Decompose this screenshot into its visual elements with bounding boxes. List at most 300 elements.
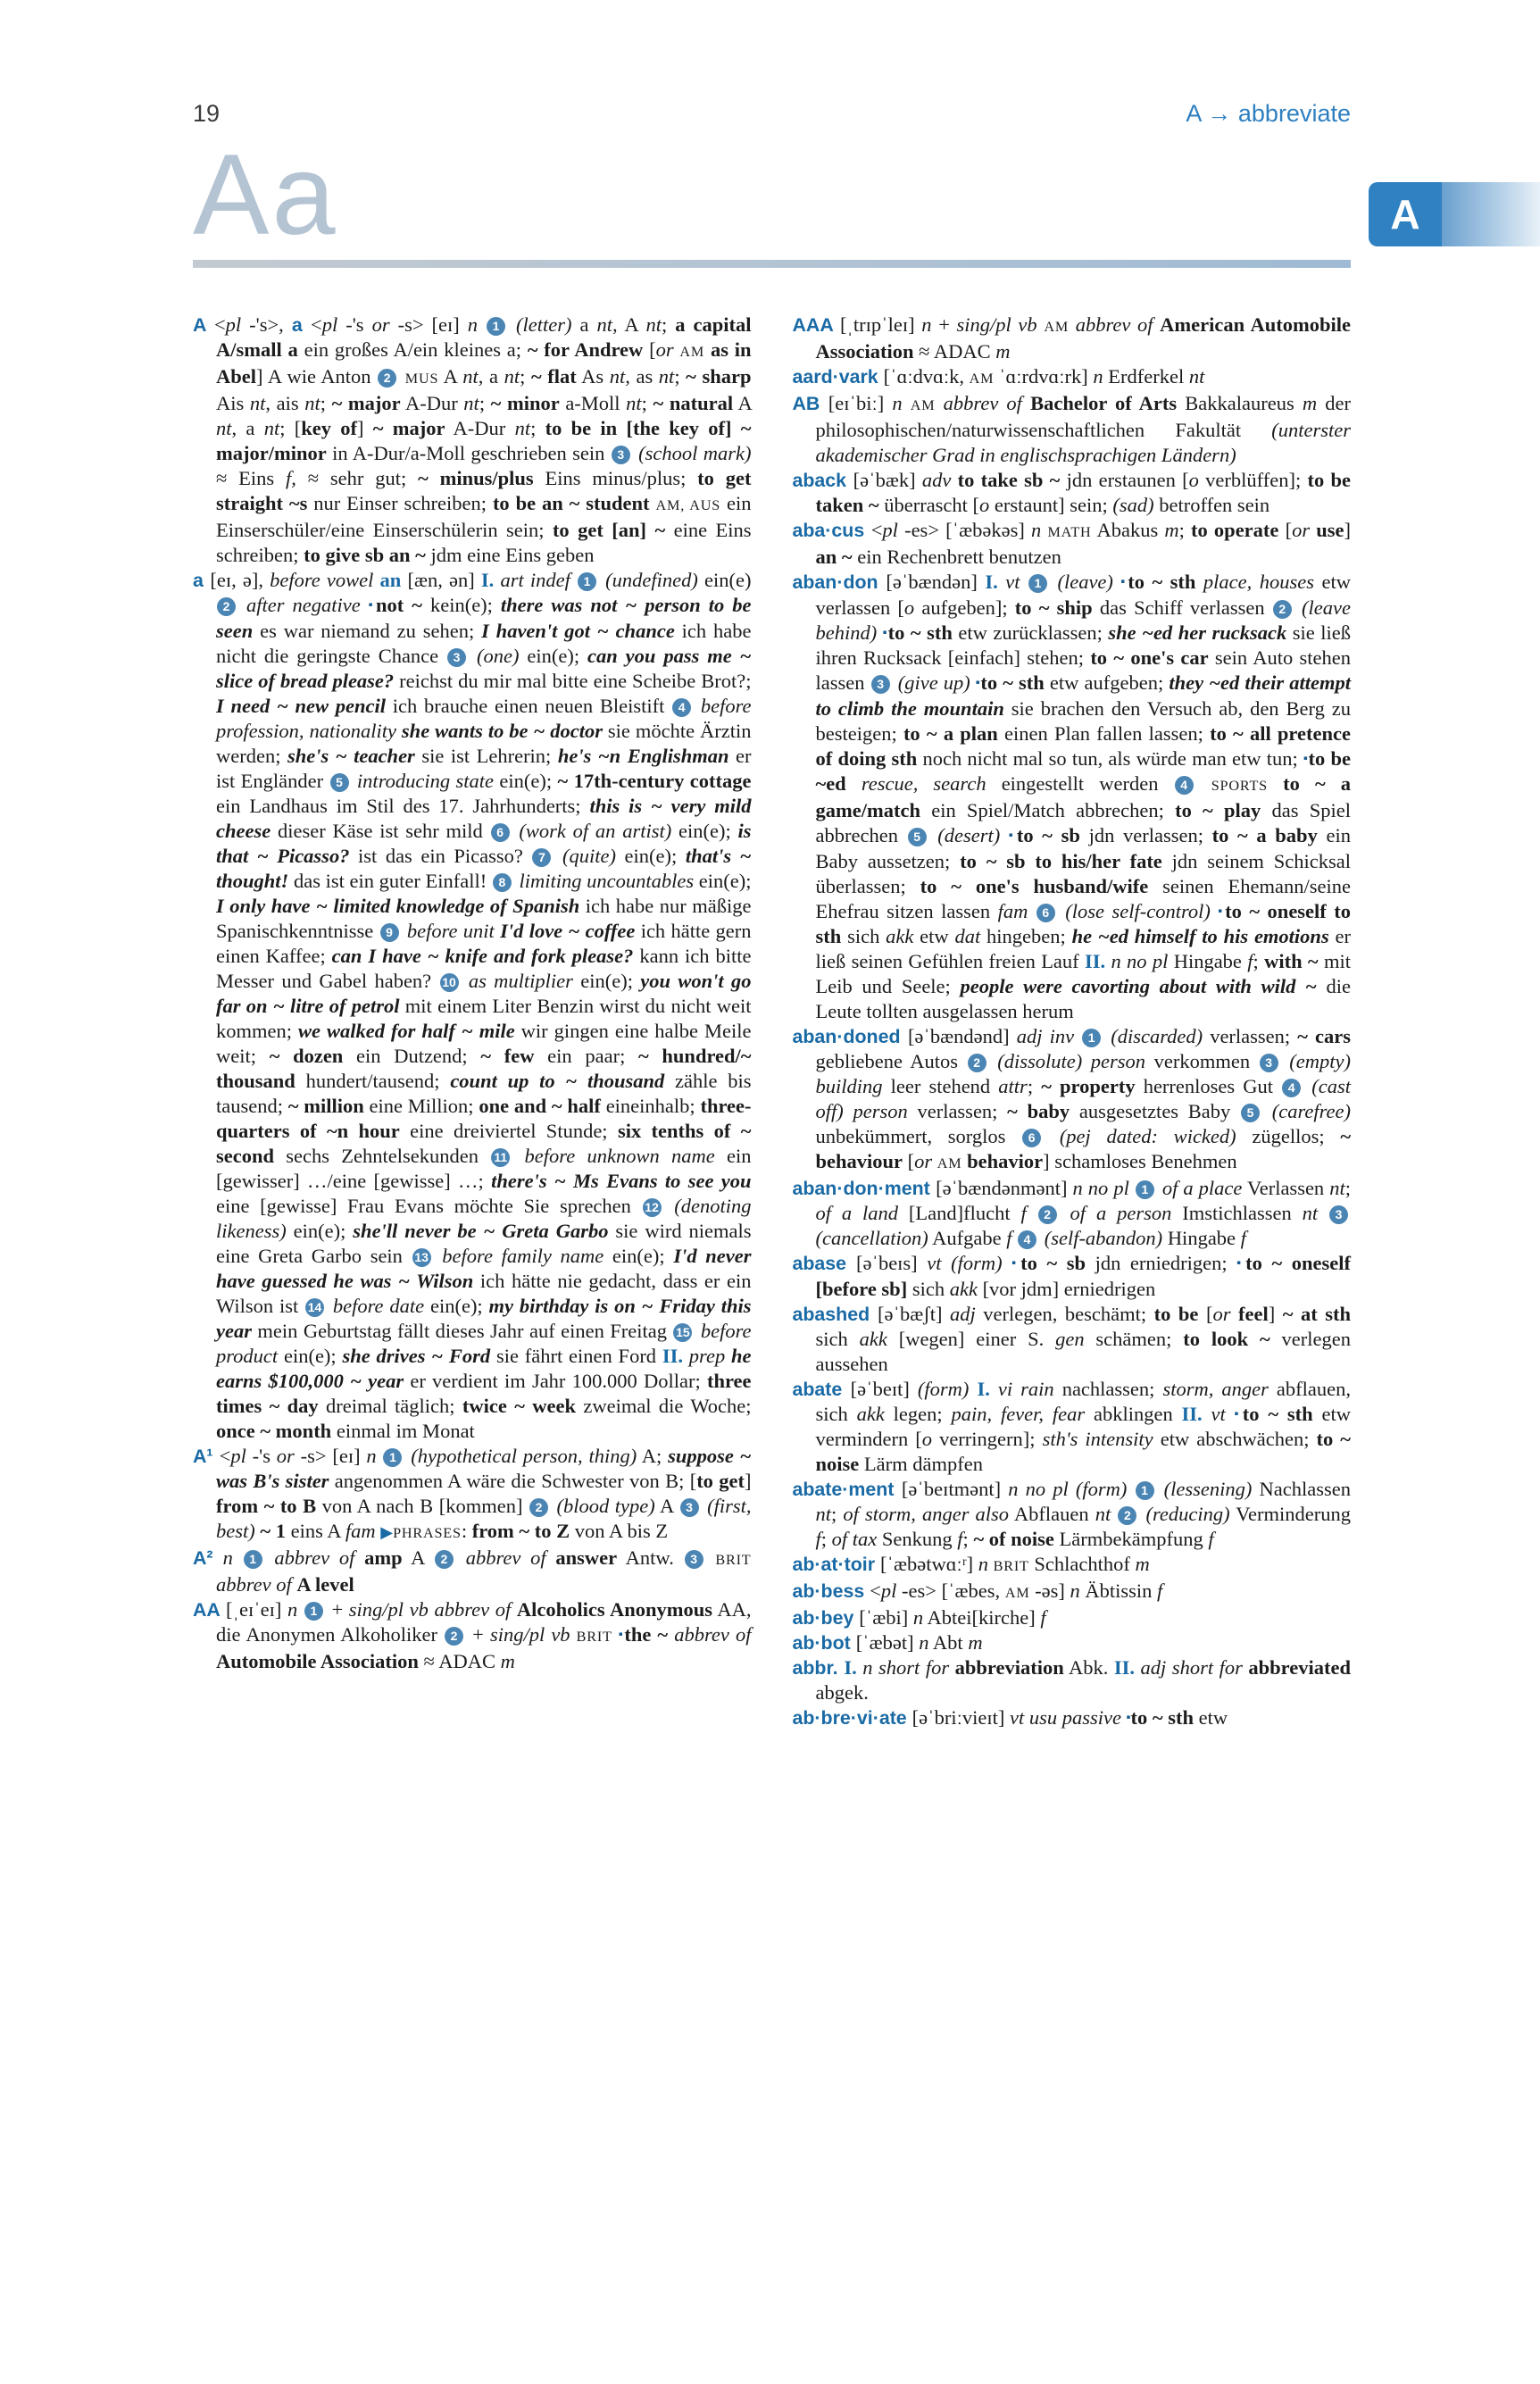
- grammar-label: fam: [997, 899, 1036, 922]
- text-run: sie möchte Ärztin werden;: [216, 719, 752, 767]
- text-run: Nachlassen: [1252, 1478, 1351, 1501]
- text-run: seinen Ehemann/seine Ehefrau sitzen lassen: [815, 874, 1351, 922]
- grammar-label: (undefined): [599, 569, 698, 591]
- example: we walked for half ~ mile: [297, 1019, 515, 1042]
- grammar-label: before family name: [433, 1244, 604, 1267]
- collocation: to be taken ~: [815, 469, 1351, 516]
- region-label: BRIT: [993, 1558, 1029, 1575]
- text-run: ein Dutzend;: [343, 1044, 481, 1067]
- grammar-label: nt: [645, 313, 662, 336]
- text-run: sich: [841, 925, 887, 948]
- grammar-label: adj inv: [1016, 1025, 1082, 1048]
- grammar-label: (sad): [1112, 494, 1154, 516]
- grammar-label: o: [921, 1428, 933, 1451]
- text-run: überrascht [: [878, 494, 980, 516]
- headword: a: [193, 570, 211, 591]
- text-run: -es> [ˈæbəkəs]: [897, 519, 1032, 541]
- example: I need ~ new pencil: [216, 694, 387, 717]
- collocation: ~ natural: [653, 392, 734, 414]
- grammar-label: prep: [688, 1344, 731, 1367]
- collocation: ~ major: [372, 417, 445, 439]
- headword: aback: [792, 470, 853, 491]
- headword: abase: [792, 1253, 856, 1275]
- text-run: [399, 365, 405, 388]
- grammar-label: m: [1135, 1553, 1150, 1576]
- text-run: ein großes A/ein kleines a;: [297, 338, 528, 361]
- text-run: [1230, 1303, 1238, 1325]
- text-run: ein paar;: [534, 1044, 639, 1067]
- text-run: von A nach B [kommen]: [316, 1494, 529, 1517]
- text-run: verlegen, beschämt;: [975, 1302, 1154, 1325]
- grammar-label: n: [1031, 519, 1048, 541]
- grammar-label: (cast off) person: [815, 1075, 1351, 1123]
- grammar-label: sing/pl vb: [489, 1622, 577, 1646]
- text-run: Ais: [216, 392, 250, 414]
- grammar-label: vt: [1211, 1402, 1235, 1425]
- collocation: A level: [296, 1572, 354, 1596]
- right-column: [793, 313, 1352, 1731]
- collocation: ~ minus/plus: [418, 467, 534, 489]
- collocation: American Automobile Association: [815, 313, 1351, 363]
- entry-A-1: [193, 1444, 752, 1546]
- text-run: abgek.: [815, 1681, 869, 1705]
- text-run: [Land]flucht: [898, 1202, 1021, 1225]
- text-run: jdn seinem Schicksal überlassen;: [815, 849, 1351, 897]
- grammar-label: or: [1212, 1302, 1231, 1325]
- collocation: to be: [1153, 1302, 1199, 1325]
- sense-number-badge: 2: [378, 369, 396, 388]
- grammar-label: nt: [1329, 1177, 1345, 1200]
- text-run: reichst du mir mal bitte eine Scheibe Brot?;: [394, 669, 752, 692]
- text-run: mit einem Liter Benzin wirst du nicht weit kommen;: [216, 994, 752, 1042]
- sense-number-badge: 1: [244, 1550, 262, 1569]
- entry-A-letter: [193, 313, 752, 568]
- sense-number-badge: 3: [447, 648, 466, 667]
- text-run: A-Dur: [445, 417, 515, 439]
- collocation: three-quarters of ~n hour: [216, 1094, 752, 1142]
- collocation: to ~ sth: [1242, 1402, 1313, 1425]
- text-run: es war niemand zu sehen;: [253, 619, 482, 642]
- text-run: schämen;: [1084, 1327, 1184, 1350]
- text-run: eingestellt werden: [986, 772, 1174, 796]
- grammar-label: (carefree): [1262, 1100, 1352, 1123]
- text-run: [əˈbændənmənt]: [936, 1177, 1073, 1200]
- collocation: to ~ oneself [before sb]: [815, 1252, 1351, 1300]
- sense-number-badge: 8: [493, 873, 512, 892]
- headword: aban·don·ment: [792, 1178, 936, 1200]
- example: he's ~n Englishman: [557, 744, 729, 767]
- sense-number-badge: 11: [491, 1148, 510, 1167]
- text-run: ein(e);: [572, 969, 641, 992]
- grammar-label: pl: [880, 1580, 897, 1603]
- collocation: from ~ to Z: [471, 1519, 570, 1542]
- page-number: 19: [193, 100, 221, 127]
- entry-AB: [793, 391, 1352, 468]
- grammar-label: of storm, anger also: [843, 1503, 1010, 1526]
- headword: A: [193, 314, 214, 336]
- sense-number-badge: 1: [383, 1448, 402, 1467]
- example: he ~ed himself to his emotions: [1071, 925, 1329, 948]
- grammar-label: o: [903, 596, 915, 619]
- text-run: wir gingen eine halbe Meile weit;: [216, 1019, 752, 1067]
- text-run: A: [654, 1494, 679, 1517]
- region-label: AM: [910, 397, 936, 413]
- text-run: etw vermindern [: [815, 1402, 1351, 1451]
- collocation: to ~ sb: [1016, 824, 1080, 847]
- text-run: Schlachthof: [1028, 1553, 1136, 1576]
- text-run: ;: [1178, 519, 1192, 541]
- text-run: [əˈbæʃt]: [878, 1302, 950, 1325]
- grammar-label: of a land: [815, 1202, 899, 1225]
- region-label: BRIT: [576, 1628, 612, 1645]
- text-run: ;: [641, 392, 653, 414]
- entry-abatement: [793, 1477, 1352, 1552]
- text-run: -'s: [246, 1444, 277, 1467]
- entry-abate: [793, 1377, 1352, 1478]
- grammar-label: (letter): [508, 313, 572, 336]
- sense-number-badge: 3: [685, 1550, 703, 1569]
- entry-abandon: [793, 570, 1352, 1024]
- grammar-label: before vowel: [270, 569, 380, 591]
- collocation: to ~ sth: [1130, 1706, 1194, 1730]
- grammar-label: f: [1157, 1580, 1163, 1603]
- text-run: [: [903, 1150, 915, 1173]
- text-columns: [193, 313, 1351, 1731]
- collocation-marker-icon: ▪: [1303, 752, 1309, 766]
- collocation: ~ for Andrew: [527, 338, 644, 361]
- text-run: eine Million;: [363, 1094, 479, 1117]
- text-run: Verlassen: [1242, 1177, 1330, 1200]
- sense-number-badge: 2: [217, 597, 236, 616]
- collocation: ~ 17th-century cottage: [557, 769, 752, 792]
- grammar-label: or: [371, 313, 390, 336]
- text-run: [əˈbændənd]: [907, 1025, 1017, 1048]
- grammar-label: n: [919, 1631, 929, 1655]
- grammar-label: akk: [859, 1327, 887, 1350]
- text-run: ein(e);: [494, 769, 558, 792]
- collocation: the ~: [624, 1622, 675, 1646]
- text-run: ≈ sehr gut;: [296, 467, 419, 489]
- grammar-label: nt: [626, 392, 642, 414]
- grammar-label: nt: [462, 365, 479, 388]
- grammar-label: f: [957, 1528, 963, 1551]
- text-run: ]: [357, 417, 373, 439]
- text-run: aufgeben];: [914, 596, 1015, 619]
- text-run: [1111, 1503, 1117, 1525]
- text-run: sich: [815, 1327, 860, 1350]
- text-run: ein [gewisser] …/eine [gewisse] …;: [216, 1144, 752, 1192]
- text-run: sie wird niemals eine Greta Garbo sein: [216, 1219, 752, 1267]
- collocation-marker-icon: ▪: [1008, 829, 1017, 843]
- collocation-marker-icon: ▪: [618, 1628, 625, 1642]
- text-run: As: [576, 365, 610, 388]
- grammar-label: n: [978, 1553, 994, 1576]
- text-run: gebliebene Autos: [815, 1050, 967, 1073]
- text-run: ein(e);: [694, 869, 752, 892]
- text-run: jdm eine Eins geben: [425, 544, 595, 566]
- entry-AAA: [793, 313, 1352, 364]
- grammar-label: (school mark): [632, 442, 752, 464]
- thumb-tab-fade: [1442, 182, 1540, 246]
- entry-abandonment: [793, 1176, 1352, 1251]
- grammar-label: n: [892, 392, 911, 414]
- collocation: answer: [555, 1546, 618, 1569]
- collocation: to ~ a game/match: [815, 772, 1352, 822]
- text-run: Hingabe: [1162, 1227, 1241, 1250]
- text-run: etw zurücklassen;: [952, 621, 1109, 644]
- collocation: three times ~ day: [216, 1369, 752, 1417]
- text-run: :: [461, 1519, 472, 1542]
- grammar-label: (discarded): [1103, 1025, 1203, 1048]
- collocation: abbreviation: [954, 1656, 1064, 1680]
- phrases-arrow-icon: ▶: [380, 1522, 394, 1541]
- text-run: herrenloses Gut: [1135, 1075, 1282, 1098]
- text-run: [əˈbæk]: [853, 469, 922, 491]
- text-run: ;: [520, 365, 531, 388]
- structure-label: an: [379, 569, 408, 591]
- collocation: with ~: [1264, 950, 1319, 973]
- text-run: [1268, 772, 1283, 795]
- grammar-label: (self-abandon): [1039, 1227, 1163, 1250]
- collocation: ~ at sth: [1282, 1302, 1352, 1325]
- grammar-label: after negative: [238, 594, 369, 616]
- text-run: [1318, 1202, 1328, 1224]
- grammar-label: nt: [514, 417, 531, 439]
- sense-number-badge: 6: [1022, 1129, 1041, 1147]
- text-run: verlassen;: [907, 1100, 1008, 1123]
- collocation-marker-icon: ▪: [1218, 904, 1226, 919]
- sense-number-badge: 3: [871, 675, 890, 694]
- text-run: er ist Engländer: [216, 744, 752, 792]
- headword: aban·doned: [792, 1026, 908, 1048]
- text-run: Verminderung: [1229, 1503, 1352, 1526]
- text-run: ]: [744, 1469, 752, 1492]
- example: suppose ~ was B's sister: [216, 1444, 752, 1492]
- sense-number-badge: 2: [435, 1550, 454, 1569]
- example: I'd love ~ coffee: [500, 919, 636, 942]
- text-run: A: [733, 392, 752, 414]
- grammar-label: place, houses: [1203, 571, 1314, 593]
- sense-number-badge: 4: [1175, 776, 1194, 795]
- text-run: [612, 1623, 619, 1646]
- text-run: Aufgabe: [928, 1227, 1007, 1250]
- grammar-label: (give up): [892, 671, 976, 695]
- grammar-label: (form): [917, 1377, 978, 1400]
- text-run: [əˈbriːvieɪt]: [912, 1706, 1010, 1730]
- collocation: to be in [the key of] ~ major/minor: [216, 417, 752, 464]
- text-run: [936, 392, 944, 414]
- grammar-label: (leave): [1049, 571, 1121, 593]
- text-run: mit Leib und Seele;: [815, 950, 1351, 998]
- text-run: in A-Dur/a-Moll geschrieben sein: [326, 442, 611, 464]
- text-run: ein(e);: [519, 644, 588, 667]
- text-run: etw: [913, 925, 955, 948]
- text-run: Antw.: [617, 1546, 684, 1569]
- text-run: <: [870, 519, 883, 541]
- grammar-label: nt: [1095, 1503, 1111, 1526]
- text-run: [ˈæbətwɑːʳ]: [880, 1553, 978, 1576]
- collocation: ~ baby: [1007, 1100, 1070, 1123]
- text-run: ich hätte nie gedacht, dass er ein Wilson ist: [216, 1269, 752, 1317]
- sense-number-badge: 4: [1018, 1230, 1036, 1249]
- text-run: legen;: [884, 1402, 952, 1425]
- text-run: ;: [530, 417, 545, 439]
- structure-label: II.: [1113, 1656, 1141, 1680]
- text-run: A;: [637, 1444, 669, 1467]
- structure-label: I.: [844, 1656, 863, 1680]
- text-run: sechs Zehntelsekunden: [274, 1144, 491, 1167]
- collocation: to ~ ship: [1014, 596, 1093, 619]
- text-run: ˈɑːrdvɑːrk]: [994, 365, 1094, 388]
- text-run: [1027, 1202, 1037, 1224]
- grammar-label: akk: [886, 925, 914, 948]
- text-run: verringern];: [932, 1428, 1043, 1451]
- text-run: von A bis Z: [570, 1519, 669, 1542]
- example: people were cavorting about with wild ~: [960, 975, 1317, 998]
- entry-A-2: [193, 1546, 752, 1597]
- grammar-label: m: [1164, 519, 1179, 541]
- text-run: [vor jdm] erniedrigen: [977, 1277, 1156, 1300]
- grammar-label: n: [1093, 365, 1103, 388]
- sense-number-badge: 1: [1136, 1481, 1154, 1500]
- region-label: PHRASES: [393, 1524, 462, 1541]
- grammar-label: nt: [504, 365, 520, 388]
- text-run: die Leute tollten ausgelassen herum: [815, 975, 1351, 1023]
- text-run: [əˈbændən]: [886, 571, 986, 593]
- text-run: eins A: [285, 1519, 345, 1542]
- text-run: eine dreiviertel Stunde;: [399, 1119, 618, 1142]
- text-run: kein(e);: [421, 594, 501, 616]
- grammar-label: pl: [230, 1444, 246, 1467]
- collocation: to take sb ~: [957, 469, 1061, 491]
- entry-a-article: [193, 568, 752, 1444]
- entry-AA: [193, 1597, 752, 1674]
- collocation-marker-icon: ▪: [1126, 1711, 1131, 1725]
- sense-number-badge: 5: [330, 773, 349, 792]
- collocation: to ~ sb to his/her fate: [960, 849, 1162, 872]
- collocation: to get straight ~s: [216, 467, 752, 514]
- grammar-label: storm, anger: [1162, 1377, 1269, 1400]
- collocation: use: [1316, 519, 1344, 541]
- grammar-label: vi rain: [997, 1377, 1054, 1400]
- grammar-label: m: [968, 1631, 983, 1655]
- grammar-label: or: [914, 1150, 933, 1173]
- grammar-label: (pej dated: wicked): [1044, 1125, 1236, 1148]
- collocation: ~ minor: [490, 392, 560, 414]
- collocation: one and ~ half: [479, 1094, 601, 1117]
- region-label: AM: [679, 344, 705, 360]
- text-run: +: [931, 313, 957, 336]
- text-run: unbekümmert, sorglos: [815, 1125, 1022, 1148]
- sense-number-badge: 2: [1118, 1506, 1136, 1525]
- text-run: ein Baby aussetzen;: [815, 824, 1351, 872]
- collocation: to ~ one's husband/wife: [920, 874, 1149, 897]
- text-run: Bakkalaureus: [1177, 392, 1303, 414]
- text-run: , A: [612, 313, 646, 336]
- example: my birthday is on ~ Friday this year: [216, 1294, 752, 1342]
- text-run: ;: [479, 392, 491, 414]
- text-run: ein Landhaus im Stil des 17. Jahrhunderts;: [216, 794, 590, 817]
- sense-number-badge: 1: [1082, 1029, 1101, 1047]
- text-run: <: [870, 1580, 881, 1603]
- text-run: Abflauen: [1009, 1503, 1095, 1526]
- entry-aback: [793, 468, 1352, 518]
- headword: A²: [193, 1546, 223, 1569]
- grammar-label: f: [815, 1528, 821, 1551]
- text-run: -s> [eɪ]: [294, 1444, 367, 1467]
- text-run: betroffen sein: [1153, 494, 1270, 516]
- collocation: to get [an] ~: [552, 519, 666, 541]
- text-run: [: [643, 338, 656, 361]
- headword: abate·ment: [792, 1479, 902, 1501]
- grammar-label: before unit: [401, 919, 501, 942]
- example: can I have ~ knife and fork please?: [331, 944, 634, 967]
- text-run: <: [311, 313, 322, 336]
- text-run: ich habe nicht die geringste Chance: [216, 619, 752, 667]
- text-run: ein(e);: [671, 819, 738, 842]
- headword: abashed: [792, 1303, 878, 1325]
- sense-number-badge: 5: [1241, 1104, 1260, 1122]
- grammar-label: attr: [998, 1075, 1028, 1098]
- sense-number-badge: 4: [672, 698, 691, 717]
- grammar-label: fam: [345, 1519, 381, 1542]
- grammar-label: (work of an artist): [512, 819, 672, 842]
- text-run: [wegen] einer S.: [887, 1327, 1056, 1350]
- text-run: ;: [962, 1528, 974, 1551]
- left-column: [193, 313, 752, 1731]
- region-label: AM: [1044, 319, 1070, 335]
- collocation: to ~ one's car: [1090, 646, 1209, 670]
- text-run: <: [213, 313, 226, 336]
- example: I only have ~ limited knowledge of Spanish: [216, 894, 580, 917]
- page-header: [193, 100, 1351, 128]
- collocation: an ~: [815, 546, 853, 568]
- grammar-label: n: [467, 313, 487, 336]
- text-run: mein Geburtstag fällt dieses Jahr auf einen Freitag: [251, 1319, 673, 1342]
- text-run: -əs]: [1029, 1580, 1070, 1603]
- grammar-label: nt: [463, 392, 479, 414]
- text-run: verlassen;: [1203, 1025, 1298, 1048]
- collocation: once ~ month: [216, 1419, 332, 1442]
- text-run: noch nicht mal so tun, als würde man etw tun;: [917, 746, 1303, 770]
- region-label: AM: [969, 371, 995, 387]
- headword: AA: [193, 1598, 226, 1621]
- text-run: ;: [1344, 1177, 1351, 1200]
- grammar-label: vt usu passive: [1009, 1706, 1127, 1730]
- grammar-label: art indef: [500, 569, 577, 591]
- region-label: MUS: [404, 371, 439, 387]
- text-run: etw verlassen [: [815, 571, 1351, 619]
- text-run: [əˈbeɪt]: [850, 1377, 918, 1400]
- text-run: etw aufgeben;: [1044, 671, 1170, 695]
- text-run: ein(e): [697, 569, 752, 591]
- text-run: Abtei[kirche]: [923, 1606, 1041, 1630]
- text-run: [əˈbeɪs]: [855, 1252, 928, 1275]
- text-run: Senkung: [877, 1528, 958, 1551]
- text-run: [1011, 1227, 1017, 1249]
- grammar-label: m: [995, 340, 1011, 363]
- grammar-label: f: [1006, 1227, 1012, 1250]
- collocation: to ~ a plan: [903, 721, 998, 745]
- text-run: AA, die Anonymen Alkoholiker: [216, 1597, 752, 1646]
- text-run: einmal im Monat: [331, 1419, 475, 1442]
- entry-abbr: [793, 1655, 1352, 1705]
- grammar-label: abbrev of: [264, 1546, 365, 1569]
- grammar-label: rescue, search: [861, 772, 986, 796]
- collocation: ~ million: [287, 1094, 364, 1117]
- text-run: Abk.: [1063, 1656, 1114, 1680]
- grammar-label: pl: [225, 313, 242, 336]
